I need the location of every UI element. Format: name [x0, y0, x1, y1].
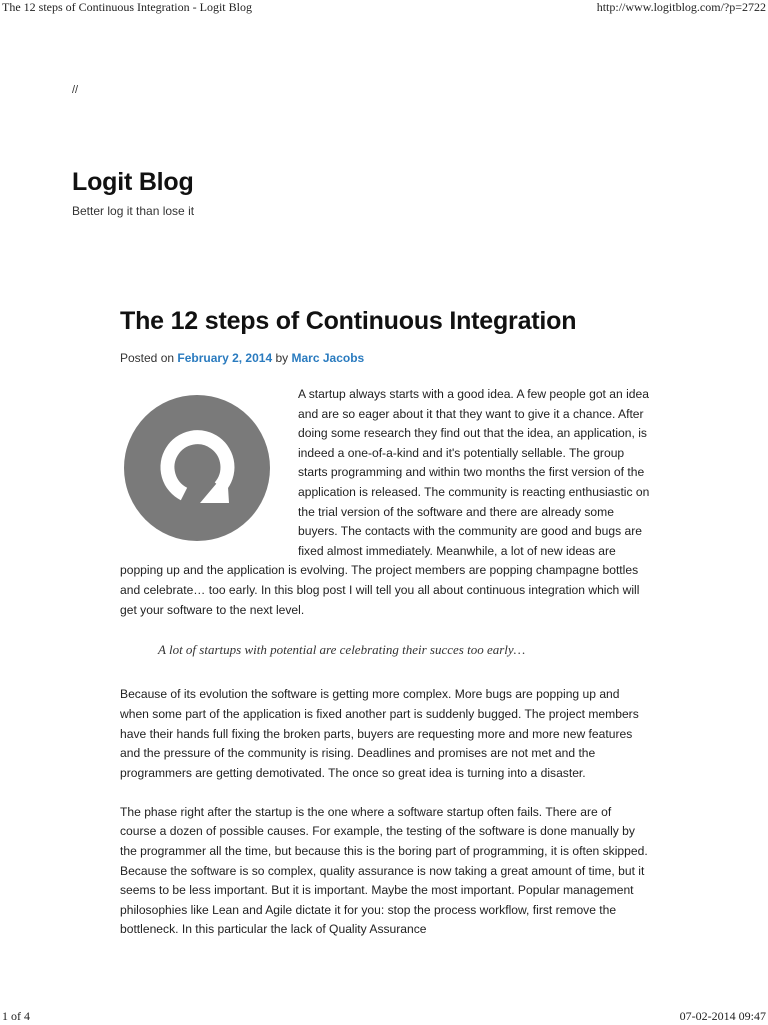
paragraph: Because of its evolution the software is getting more complex. More bugs are popping up and when some part of the application is fixed another part is suddenly bugged. The project members have their hands full fixing the broken parts, buyers are requesting more and more new features and the pressure of the community is rising. Deadlines and promises are not met and the programmers are getting demotivated. The once so great idea is turning into a disaster.	[120, 687, 639, 780]
article	[120, 303, 650, 960]
post-title[interactable]: The 12 steps of Continuous Integration	[120, 307, 577, 335]
print-timestamp: 07-02-2014 09:47	[679, 1009, 766, 1023]
posted-on-label: Posted on	[120, 351, 175, 365]
print-page-title: The 12 steps of Continuous Integration - Logit Blog	[2, 0, 252, 14]
page-counter: 1 of 4	[2, 1009, 30, 1023]
by-label: by	[275, 351, 289, 365]
paragraph: The phase right after the startup is the one where a software startup often fails. There are of course a dozen of possible causes. For example, the testing of the software is done manually by the programmer all the time, but because this is the boring part of programming, it is often skipped. Because the software is so complex, quality assurance is now taking a great amount of time, but it seems to be less important. But it is important. Maybe the most important. Popular management philosophies like Lean and Agile dictate it for you: stop the process workflow, first remove the bottleneck. In this particular the lack of Quality Assurance	[120, 804, 648, 937]
author-link[interactable]: Marc Jacobs	[291, 351, 365, 365]
paragraph: A startup always starts with a good idea. A few people got an idea and are so eager about it that they want to give it a chance. After doing some research they find out that the idea, an application, is indeed a one-of-a-kind and it's potentially sellable. The group starts programming and within two months the first version of the application is released. The community is reacting enthusiastic on the trial version of the software and there are already some buyers. The contacts with the community are good and bugs are fixed almost immediately. Meanwhile, a lot of new ideas are popping up and the application is evolving. The project members are popping champagne bottles and celebrate… too early. In this blog post I will tell you all about continuous integration which will get your software to the next level.	[120, 387, 650, 617]
post-content	[120, 385, 650, 940]
post-date-link[interactable]: February 2, 2014	[177, 351, 273, 365]
pull-quote: A lot of startups with potential are celebrating their succes too early…	[158, 641, 526, 657]
print-header	[0, 0, 768, 16]
refresh-cycle-icon	[122, 393, 272, 543]
print-url: http://www.logitblog.com/?p=2722	[596, 0, 766, 14]
print-footer	[0, 1009, 768, 1025]
post-meta	[120, 351, 650, 365]
site-tagline: Better log it than lose it	[72, 204, 195, 218]
site-title[interactable]: Logit Blog	[72, 168, 194, 196]
comment-mark: //	[72, 84, 79, 96]
